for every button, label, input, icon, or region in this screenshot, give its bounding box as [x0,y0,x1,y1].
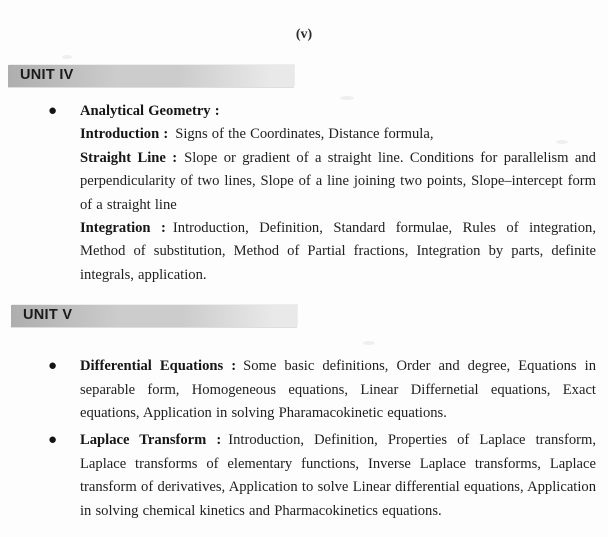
syllabus-paragraph [80,147,596,217]
unit-iv-content [48,100,596,287]
unit-heading-label: UNIT IV [20,67,74,83]
paragraph-lead: Straight Line : [80,149,178,166]
scan-smudge [62,55,72,59]
paragraph-body: Signs of the Coordinates, Distance formula, [175,126,434,143]
bullet-icon: ● [48,358,58,375]
list-item [48,100,596,287]
unit-heading-label: UNIT V [23,307,73,324]
paragraph-lead: Analytical Geometry : [80,103,220,119]
page-number: (v) [295,27,313,42]
unit-v-content [48,355,597,523]
paragraph-lead: Laplace Transform : [80,432,222,449]
syllabus-paragraph [80,123,596,146]
syllabus-paragraph [80,100,596,123]
list-item [48,355,596,425]
paragraph-lead: Differential Equations : [80,358,237,375]
paragraph-body: Some basic definitions, Order and degree, Equations in separable form, Homogeneous equations, Linear Differnetial equations, Exact equations, Application in solving Pharamacokinetic equations. [80,358,596,422]
list-item [48,429,597,523]
scan-smudge [363,341,375,345]
bullet-icon: ● [48,432,58,449]
syllabus-paragraph [80,217,596,287]
unit-heading-bar-unit-v [11,305,297,327]
scan-smudge [340,96,354,100]
paragraph-body: Introduction, Definition, Standard formulae, Rules of integration, Method of substitution, Method of Partial fractions, Integration by parts, definite integrals, application. [80,220,596,283]
paragraph-body: Slope or gradient of a straight line. Conditions for parallelism and perpendicularity of two lines, Slope of a line joining two points, Slope–intercept form of a straight line [80,149,596,213]
syllabus-paragraph [80,355,596,425]
paragraph-lead: Integration : [80,220,166,237]
scan-smudge [556,140,568,144]
paragraph-lead: Introduction : [80,126,169,143]
unit-heading-bar-unit-iv [8,65,294,87]
paragraph-body: Introduction, Definition, Properties of Laplace transform, Laplace transforms of elementary functions, Inverse Laplace transforms, Laplace transform of derivatives, Application to solve Linear differential equations, Application in solving chemical kinetics and Pharmacokinetics equations. [80,432,597,519]
bullet-icon: ● [48,103,58,119]
syllabus-paragraph [80,429,596,523]
